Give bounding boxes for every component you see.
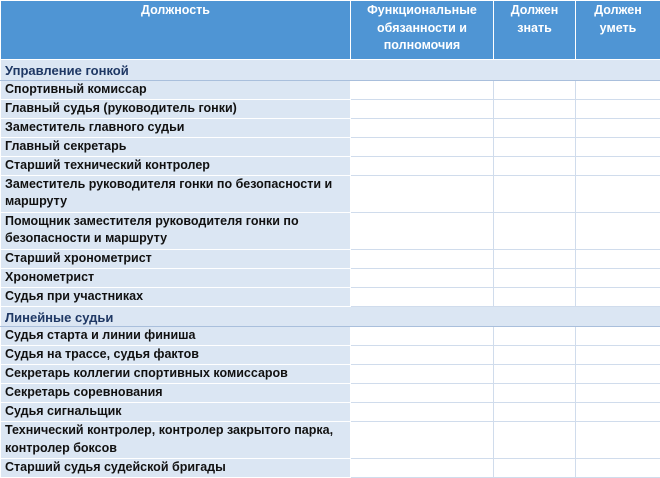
table-row xyxy=(1,249,660,268)
can-cell[interactable] xyxy=(576,137,660,156)
can-cell[interactable] xyxy=(576,384,660,403)
header-position: Должность xyxy=(1,1,351,60)
duties-cell[interactable] xyxy=(351,365,494,384)
position-cell: Судья при участниках xyxy=(1,287,351,306)
table-row xyxy=(1,156,660,175)
duties-cell[interactable] xyxy=(351,422,494,459)
header-row xyxy=(1,1,660,60)
table-row xyxy=(1,365,660,384)
table-row xyxy=(1,422,660,459)
can-cell[interactable] xyxy=(576,156,660,175)
can-cell[interactable] xyxy=(576,80,660,99)
know-cell[interactable] xyxy=(494,80,576,99)
duties-cell[interactable] xyxy=(351,118,494,137)
table-row xyxy=(1,118,660,137)
duties-cell[interactable] xyxy=(351,212,494,249)
can-cell[interactable] xyxy=(576,365,660,384)
know-cell[interactable] xyxy=(494,384,576,403)
can-cell[interactable] xyxy=(576,287,660,306)
know-cell[interactable] xyxy=(494,118,576,137)
know-cell[interactable] xyxy=(494,175,576,212)
header-must-be-able: Должен уметь xyxy=(576,1,660,60)
position-cell: Старший хронометрист xyxy=(1,249,351,268)
position-cell: Старший судья судейской бригады xyxy=(1,459,351,478)
table-row xyxy=(1,99,660,118)
position-cell: Хронометрист xyxy=(1,268,351,287)
header-must-know: Должен знать xyxy=(494,1,576,60)
position-cell: Судья на трассе, судья фактов xyxy=(1,346,351,365)
know-cell[interactable] xyxy=(494,346,576,365)
position-cell: Помощник заместителя руководителя гонки по безопасности и маршруту xyxy=(1,212,351,249)
know-cell[interactable] xyxy=(494,403,576,422)
section-title: Линейные судьи xyxy=(1,306,660,327)
know-cell[interactable] xyxy=(494,99,576,118)
table-row xyxy=(1,346,660,365)
duties-cell[interactable] xyxy=(351,249,494,268)
section-title: Управление гонкой xyxy=(1,60,660,81)
section-row xyxy=(1,60,660,81)
duties-cell[interactable] xyxy=(351,384,494,403)
table-row xyxy=(1,268,660,287)
duties-cell[interactable] xyxy=(351,156,494,175)
know-cell[interactable] xyxy=(494,365,576,384)
can-cell[interactable] xyxy=(576,459,660,478)
table-row xyxy=(1,212,660,249)
can-cell[interactable] xyxy=(576,118,660,137)
position-cell: Секретарь соревнования xyxy=(1,384,351,403)
table-row xyxy=(1,459,660,478)
can-cell[interactable] xyxy=(576,422,660,459)
duties-cell[interactable] xyxy=(351,137,494,156)
know-cell[interactable] xyxy=(494,422,576,459)
can-cell[interactable] xyxy=(576,403,660,422)
table-row xyxy=(1,287,660,306)
position-cell: Главный судья (руководитель гонки) xyxy=(1,99,351,118)
position-cell: Старший технический контролер xyxy=(1,156,351,175)
duties-cell[interactable] xyxy=(351,327,494,346)
know-cell[interactable] xyxy=(494,249,576,268)
position-cell: Секретарь коллегии спортивных комиссаров xyxy=(1,365,351,384)
can-cell[interactable] xyxy=(576,212,660,249)
table-row xyxy=(1,175,660,212)
position-cell: Спортивный комиссар xyxy=(1,80,351,99)
position-cell: Главный секретарь xyxy=(1,137,351,156)
duties-cell[interactable] xyxy=(351,80,494,99)
header-duties: Функциональные обязанности и полномочия xyxy=(351,1,494,60)
know-cell[interactable] xyxy=(494,156,576,175)
duties-cell[interactable] xyxy=(351,287,494,306)
position-cell: Судья старта и линии финиша xyxy=(1,327,351,346)
duties-cell[interactable] xyxy=(351,175,494,212)
know-cell[interactable] xyxy=(494,327,576,346)
know-cell[interactable] xyxy=(494,212,576,249)
duties-cell[interactable] xyxy=(351,346,494,365)
duties-cell[interactable] xyxy=(351,403,494,422)
duties-cell[interactable] xyxy=(351,99,494,118)
know-cell[interactable] xyxy=(494,137,576,156)
table-row xyxy=(1,80,660,99)
table-row xyxy=(1,137,660,156)
can-cell[interactable] xyxy=(576,99,660,118)
duties-cell[interactable] xyxy=(351,268,494,287)
duties-cell[interactable] xyxy=(351,459,494,478)
know-cell[interactable] xyxy=(494,287,576,306)
know-cell[interactable] xyxy=(494,459,576,478)
know-cell[interactable] xyxy=(494,268,576,287)
table-row xyxy=(1,327,660,346)
position-cell: Технический контролер, контролер закрытого парка, контролер боксов xyxy=(1,422,351,459)
section-row xyxy=(1,306,660,327)
can-cell[interactable] xyxy=(576,268,660,287)
can-cell[interactable] xyxy=(576,327,660,346)
can-cell[interactable] xyxy=(576,175,660,212)
position-cell: Заместитель главного судьи xyxy=(1,118,351,137)
position-cell: Заместитель руководителя гонки по безопасности и маршруту xyxy=(1,175,351,212)
table-row xyxy=(1,403,660,422)
can-cell[interactable] xyxy=(576,249,660,268)
table-row xyxy=(1,384,660,403)
position-cell: Судья сигнальщик xyxy=(1,403,351,422)
can-cell[interactable] xyxy=(576,346,660,365)
